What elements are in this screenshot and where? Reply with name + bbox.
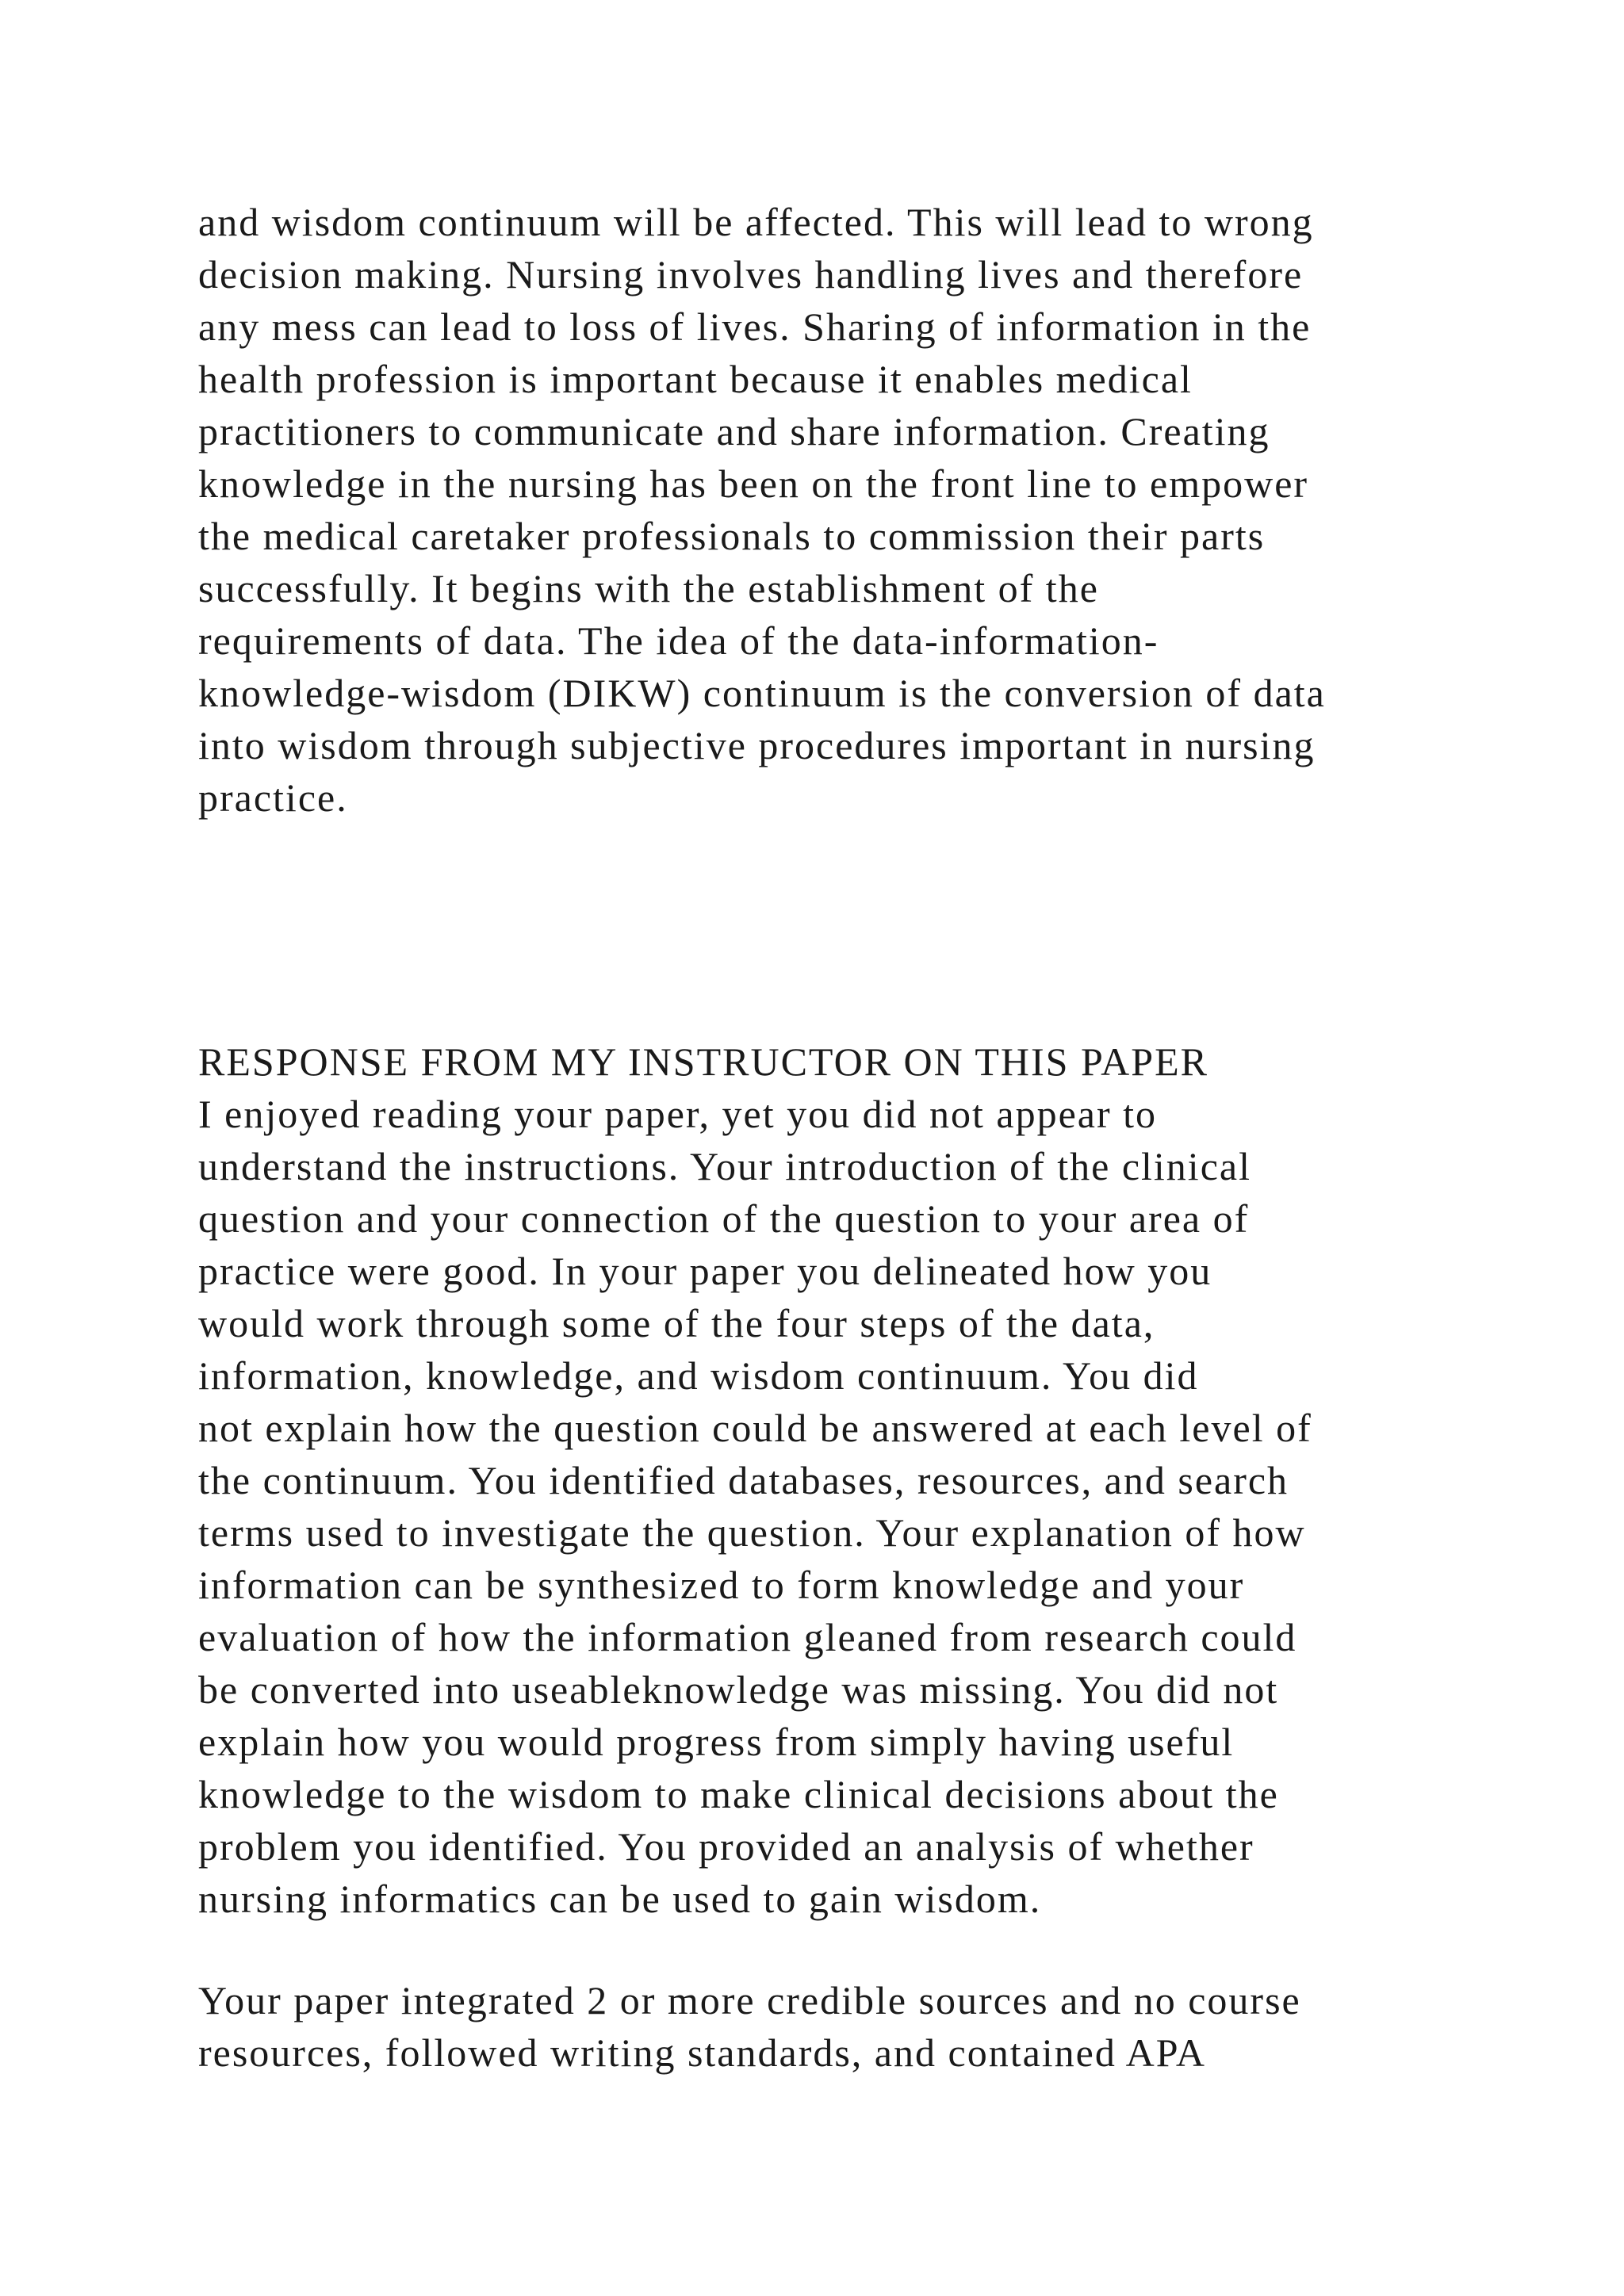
text-line: evaluation of how the information gleaned from research could: [198, 1615, 1297, 1659]
text-line: problem you identified. You provided an analysis of whether: [198, 1824, 1254, 1869]
text-line: not explain how the question could be answered at each level of: [198, 1406, 1312, 1450]
text-line: question and your connection of the question to your area of: [198, 1196, 1250, 1241]
section-heading: RESPONSE FROM MY INSTRUCTOR ON THIS PAPER: [198, 1039, 1208, 1084]
text-line: health profession is important because it enables medical: [198, 357, 1193, 401]
text-line: into wisdom through subjective procedures important in nursing: [198, 723, 1316, 767]
text-line: decision making. Nursing involves handling lives and therefore: [198, 252, 1304, 297]
text-line: requirements of data. The idea of the data-information-: [198, 618, 1159, 663]
instructor-response-section: [198, 1035, 1546, 1925]
text-line: practice were good. In your paper you delineated how you: [198, 1249, 1212, 1293]
text-line: terms used to investigate the question. Your explanation of how: [198, 1510, 1306, 1555]
text-line: would work through some of the four steps of the data,: [198, 1301, 1155, 1345]
text-line: nursing informatics can be used to gain wisdom.: [198, 1877, 1042, 1921]
paragraph-dikw-continuum: [198, 196, 1546, 824]
text-line: be converted into useableknowledge was missing. You did not: [198, 1667, 1279, 1712]
text-line: and wisdom continuum will be affected. This will lead to wrong: [198, 200, 1314, 244]
text-line: any mess can lead to loss of lives. Sharing of information in the: [198, 304, 1312, 349]
text-line: Your paper integrated 2 or more credible sources and no course: [198, 1978, 1301, 2022]
text-line: information can be synthesized to form knowledge and your: [198, 1563, 1245, 1607]
text-line: understand the instructions. Your introduction of the clinical: [198, 1144, 1251, 1188]
text-line: resources, followed writing standards, and contained APA: [198, 2030, 1207, 2075]
text-line: practice.: [198, 775, 348, 820]
paragraph-sources: [198, 1974, 1546, 2079]
text-line: information, knowledge, and wisdom continuum. You did: [198, 1353, 1199, 1398]
text-line: I enjoyed reading your paper, yet you did not appear to: [198, 1092, 1158, 1136]
text-line: knowledge to the wisdom to make clinical decisions about the: [198, 1772, 1279, 1816]
text-line: explain how you would progress from simply having useful: [198, 1720, 1235, 1764]
text-line: knowledge-wisdom (DIKW) continuum is the conversion of data: [198, 671, 1326, 715]
text-line: the continuum. You identified databases, resources, and search: [198, 1458, 1289, 1502]
text-line: successfully. It begins with the establishment of the: [198, 566, 1099, 610]
text-line: the medical caretaker professionals to commission their parts: [198, 514, 1266, 558]
text-line: knowledge in the nursing has been on the front line to empower: [198, 461, 1309, 506]
text-line: practitioners to communicate and share information. Creating: [198, 409, 1270, 453]
